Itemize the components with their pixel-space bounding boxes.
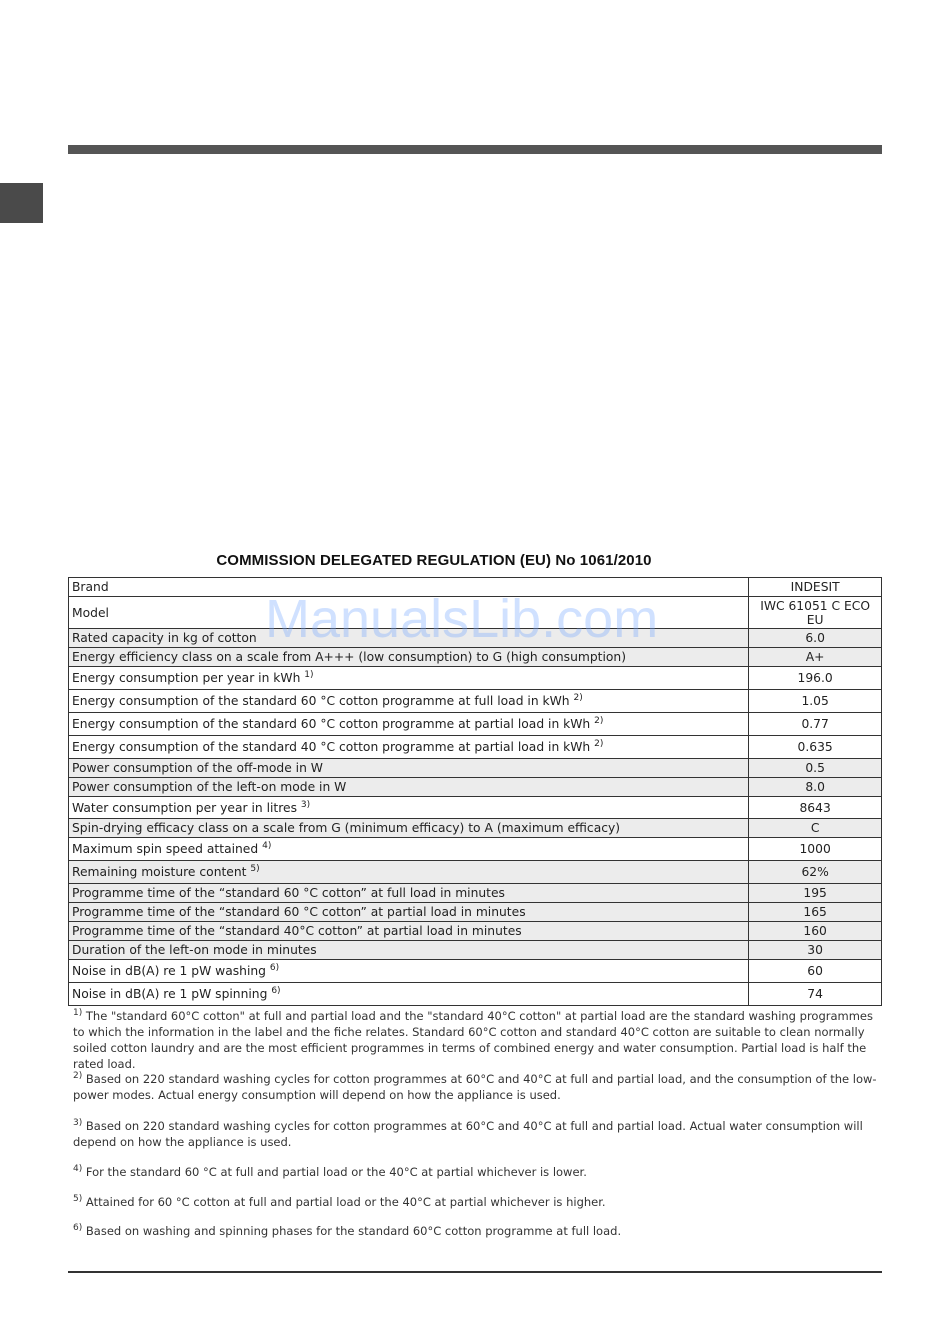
- table-row: [69, 667, 882, 690]
- table-row: [69, 629, 882, 648]
- footnote: [73, 1194, 879, 1210]
- footnote-number: 3): [73, 1118, 83, 1128]
- footnote-number: 5): [73, 1194, 83, 1204]
- footnote: [73, 1008, 879, 1072]
- table-row: [69, 884, 882, 903]
- row-value: 165: [749, 903, 882, 922]
- footnote-ref: 6): [269, 963, 280, 973]
- table-row: [69, 838, 882, 861]
- regulation-title: COMMISSION DELEGATED REGULATION (EU) No 1061/2010: [216, 552, 652, 569]
- table-row: [69, 690, 882, 713]
- row-label: Noise in dB(A) re 1 pW washing $^{6)}$: [69, 960, 749, 983]
- footnote-ref: 3): [300, 799, 311, 810]
- top-divider: [68, 145, 882, 154]
- footnote-text: Based on 220 standard washing cycles for cotton programmes at 60°C and 40°C at full and partial load. Actual water consumption will depend on how the appliance is used.: [73, 1119, 863, 1149]
- footnote: [73, 1164, 879, 1180]
- table-row: [69, 648, 882, 667]
- footnote-ref: 4): [262, 841, 272, 851]
- footnote-ref: 2): [573, 693, 583, 703]
- footnote: [73, 1118, 879, 1150]
- row-label: Programme time of the “standard 60 °C cotton” at partial load in minutes: [69, 903, 749, 922]
- footnote-ref: 2): [594, 716, 604, 726]
- row-value: 1000: [749, 838, 882, 861]
- row-value: 0.77: [749, 713, 882, 736]
- watermark: ManualsLib.com: [265, 589, 659, 649]
- row-value: 62%: [749, 861, 882, 884]
- row-value: 74: [749, 983, 882, 1006]
- row-label: Energy consumption of the standard 40 °C cotton programme at partial load in kWh $^{2)}$: [69, 736, 749, 759]
- footnote-text: The "standard 60°C cotton" at full and partial load and the "standard 40°C cotton" at partial load are the standard washing programmes to which the information in the label and the fiche relates. Standard 60°C cotton and standard 40°C cotton are suitable to clean normally soiled cotton laundry and are the most efficient programmes in terms of combined energy and water consumption. Partial load is half the rated load.: [73, 1009, 873, 1071]
- row-label: Maximum spin speed attained $^{4)}$: [69, 838, 749, 861]
- table-row: [69, 903, 882, 922]
- footnote-ref: 5): [250, 864, 260, 874]
- row-value: 30: [749, 941, 882, 960]
- footnote-number: 4): [73, 1164, 83, 1174]
- footnote-number: 1): [73, 1008, 83, 1018]
- table-row: [69, 778, 882, 797]
- row-label: Programme time of the “standard 60 °C cotton” at full load in minutes: [69, 884, 749, 903]
- footnote-number: 2): [73, 1071, 83, 1081]
- row-label: Remaining moisture content $^{5)}$: [69, 861, 749, 884]
- row-label: Spin-drying efficacy class on a scale from G (minimum efficacy) to A (maximum efficacy): [69, 819, 749, 838]
- row-label: Energy consumption per year in kWh $^{1)}$: [69, 667, 749, 690]
- table-row: [69, 983, 882, 1006]
- language-tab-marker: [0, 183, 43, 223]
- row-value: 160: [749, 922, 882, 941]
- footnote-text: Attained for 60 °C cotton at full and partial load or the 40°C at partial whichever is higher.: [85, 1195, 606, 1209]
- row-value: 195: [749, 884, 882, 903]
- footnote-number: 6): [73, 1223, 83, 1233]
- footnote-ref: 1): [304, 670, 314, 680]
- table-row: [69, 861, 882, 884]
- row-label: Duration of the left-on mode in minutes: [69, 941, 749, 960]
- table-row: [69, 736, 882, 759]
- row-label: Rated capacity in kg of cotton: [69, 629, 749, 648]
- table-row: [69, 941, 882, 960]
- footnote-text: For the standard 60 °C at full and partial load or the 40°C at partial whichever is lower.: [85, 1165, 587, 1179]
- row-value: 1.05: [749, 690, 882, 713]
- row-label: Noise in dB(A) re 1 pW spinning $^{6)}$: [69, 983, 749, 1006]
- table-row: [69, 597, 882, 629]
- footnote-ref: 2): [594, 739, 604, 749]
- row-value: 6.0: [749, 629, 882, 648]
- row-label: Programme time of the “standard 40°C cotton” at partial load in minutes: [69, 922, 749, 941]
- footnote-text: Based on 220 standard washing cycles for cotton programmes at 60°C and 40°C at full and partial load, and the consumption of the low-power modes. Actual energy consumption will depend on how the appliance is used.: [73, 1072, 877, 1102]
- row-value: 60: [749, 960, 882, 983]
- row-value: 196.0: [749, 667, 882, 690]
- row-label: Model: [69, 597, 749, 629]
- row-label: Energy consumption of the standard 60 °C cotton programme at full load in kWh $^{2)}$: [69, 690, 749, 713]
- row-value: 8643: [749, 797, 882, 819]
- row-value: C: [749, 819, 882, 838]
- row-value: INDESIT: [749, 578, 882, 597]
- row-value: 0.635: [749, 736, 882, 759]
- footnote-text: Based on washing and spinning phases for the standard 60°C cotton programme at full load.: [85, 1224, 622, 1238]
- table-row: [69, 960, 882, 983]
- row-value: 0.5: [749, 759, 882, 778]
- table-row: [69, 759, 882, 778]
- row-label: Power consumption of the off-mode in W: [69, 759, 749, 778]
- table-row: [69, 819, 882, 838]
- table-row: [69, 797, 882, 819]
- table-row: [69, 922, 882, 941]
- row-label: Water consumption per year in litres $^{3)}$: [69, 797, 749, 819]
- row-label: Brand: [69, 578, 749, 597]
- bottom-divider: [68, 1271, 882, 1273]
- table-row: [69, 578, 882, 597]
- footnote: [73, 1071, 879, 1103]
- table-row: [69, 713, 882, 736]
- row-value: A+: [749, 648, 882, 667]
- row-label: Energy consumption of the standard 60 °C cotton programme at partial load in kWh $^{2)}$: [69, 713, 749, 736]
- product-fiche-table: [68, 577, 882, 1006]
- row-label: Energy efficiency class on a scale from A+++ (low consumption) to G (high consumption): [69, 648, 749, 667]
- row-value: IWC 61051 C ECO EU: [749, 597, 882, 629]
- row-label: Power consumption of the left-on mode in W: [69, 778, 749, 797]
- footnote-ref: 6): [271, 986, 281, 996]
- footnote: [73, 1223, 879, 1239]
- row-value: 8.0: [749, 778, 882, 797]
